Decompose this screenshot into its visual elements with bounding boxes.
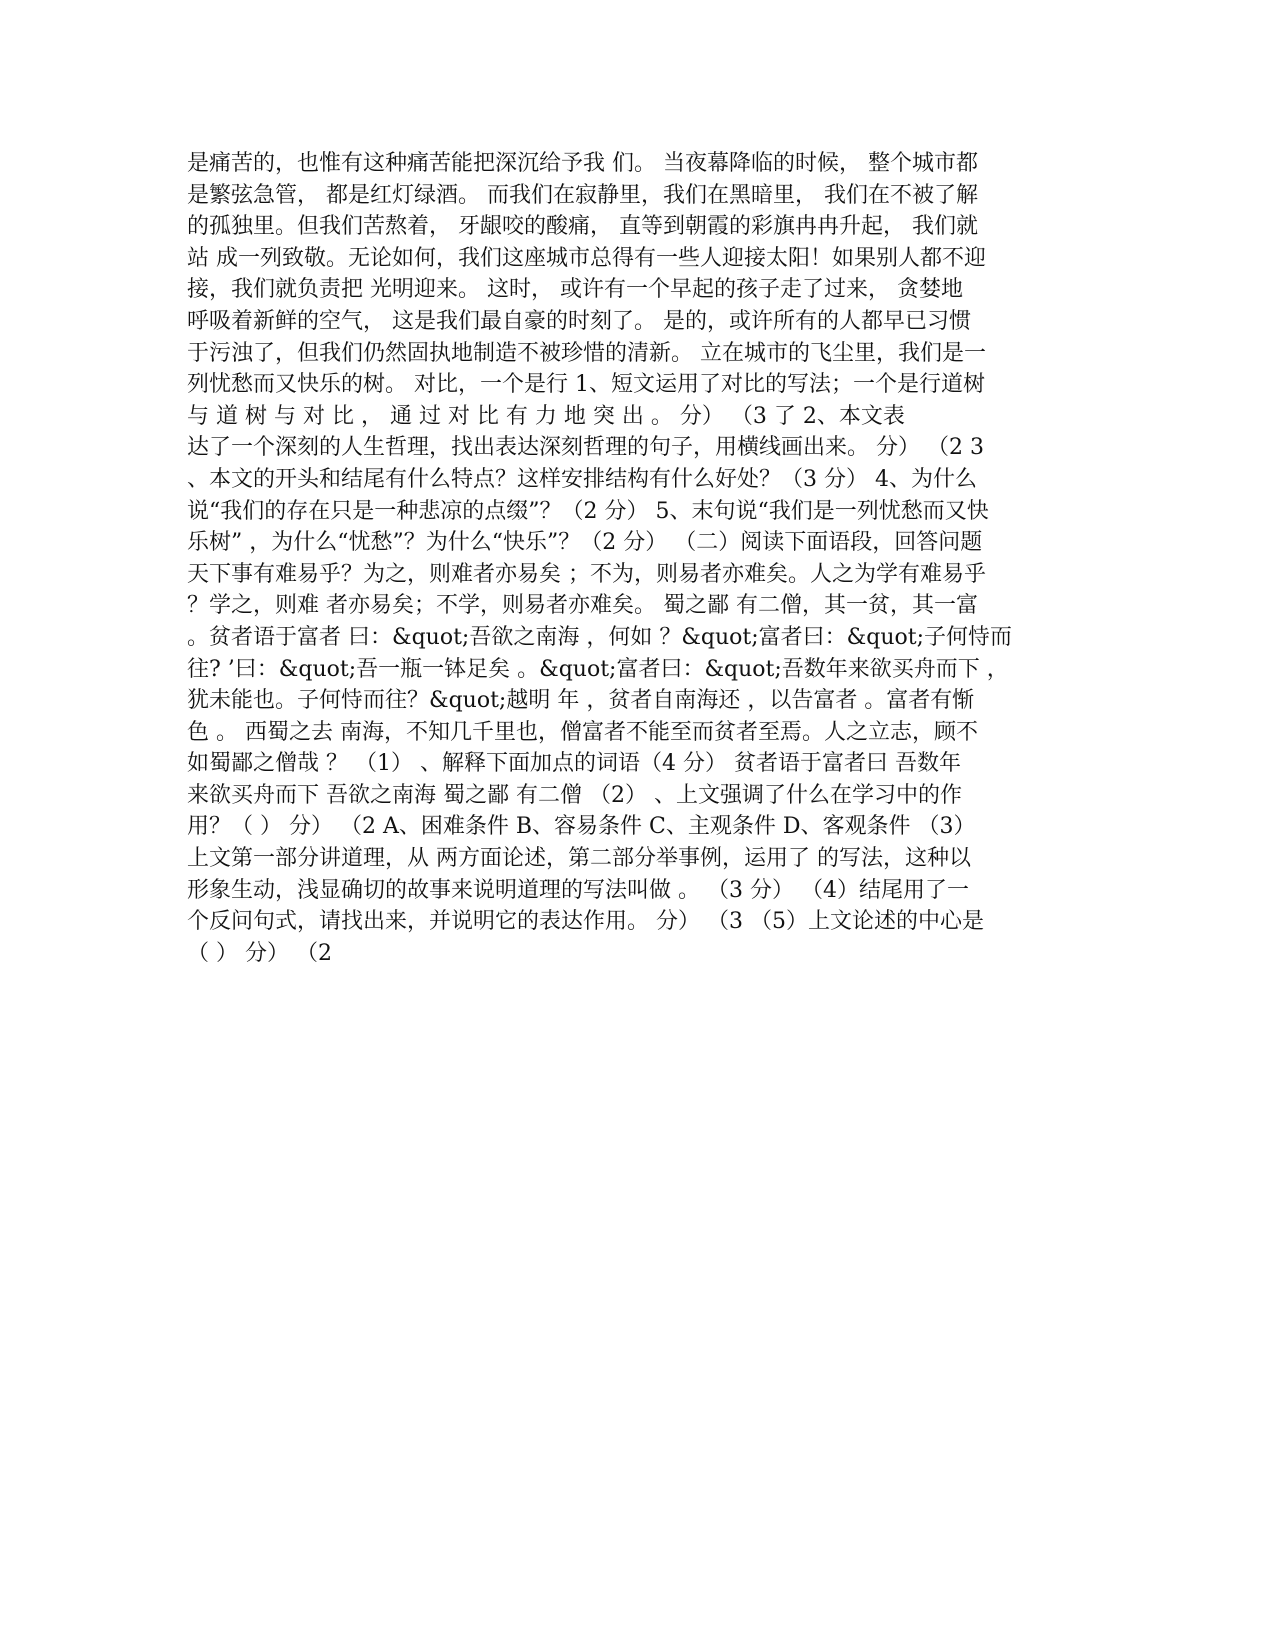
text-line: 来欲买舟而下 吾欲之南海 蜀之鄙 有二僧 （2） 、上文强调了什么在学习中的作	[187, 782, 962, 808]
text-line: 上文第一部分讲道理，从 两方面论述，第二部分举事例，运用了 的写法，这种以	[187, 846, 971, 872]
text-line: 呼吸着新鲜的空气， 这是我们最自豪的时刻了。 是的，或许所有的人都早已习惯	[187, 308, 971, 334]
document-body-text	[187, 148, 1087, 969]
text-line: 个反问句式，请找出来，并说明它的表达作用。 分） （3 （5）上文论述的中心是	[187, 909, 984, 935]
text-line: 列忧愁而又快乐的树。 对比，一个是行 1、短文运用了对比的写法；一个是行道树	[187, 372, 985, 398]
text-line: 往? ’曰：&quot;吾一瓶一钵足矣 。&quot;富者曰：&quot;吾数年来欲买舟而下 ，	[187, 656, 1009, 682]
text-line: 形象生动，浅显确切的故事来说明道理的写法叫做 。 （3 分） （4）结尾用了一	[187, 877, 969, 903]
text-line: 用？（ ） 分） （2 A、困难条件 B、容易条件 C、主观条件 D、客观条件 （3）	[187, 814, 976, 840]
text-line: ？学之，则难 者亦易矣；不学，则易者亦难矣。 蜀之鄙 有二僧，其一贫，其一富	[187, 593, 978, 619]
text-line: 天下事有难易乎？为之，则难者亦易矣 ；不为，则易者亦难矣。人之为学有难易乎	[187, 561, 986, 587]
text-line: 乐树” ，为什么“忧愁”？为什么“快乐”？（2 分） （二）阅读下面语段，回答问题	[187, 530, 983, 556]
text-line: 于污浊了，但我们仍然固执地制造不被珍惜的清新。 立在城市的飞尘里，我们是一	[187, 340, 986, 366]
text-line: 。贫者语于富者 曰：&quot;吾欲之南海 ，何如 ？&quot;富者曰：&quot;子何恃而	[187, 624, 1012, 650]
text-line: 犹未能也。子何恃而往？&quot;越明 年 ，贫者自南海还 ，以告富者 。富者有惭	[187, 688, 975, 714]
text-line: 接，我们就负责把 光明迎来。 这时， 或许有一个早起的孩子走了过来， 贪婪地	[187, 277, 963, 303]
text-line: 是繁弦急管， 都是红灯绿酒。 而我们在寂静里，我们在黑暗里， 我们在不被了解	[187, 182, 978, 208]
text-line: 是痛苦的，也惟有这种痛苦能把深沉给予我 们。 当夜幕降临的时候， 整个城市都	[187, 151, 978, 176]
text-line: 、本文的开头和结尾有什么特点？这样安排结构有什么好处？（3 分） 4、为什么	[187, 466, 977, 492]
text-line: 说“我们的存在只是一种悲凉的点缀”？（2 分） 5、末句说“我们是一列忧愁而又快	[187, 498, 989, 524]
text-line: 如蜀鄙之僧哉 ？ （1） 、解释下面加点的词语（4 分） 贫者语于富者曰 吾数年	[187, 751, 961, 777]
text-line: 的孤独里。但我们苦熬着， 牙龈咬的酸痛， 直等到朝霞的彩旗冉冉升起， 我们就	[187, 214, 978, 240]
text-line: 色 。 西蜀之去 南海，不知几千里也，僧富者不能至而贫者至焉。人之立志，顾不	[187, 719, 978, 745]
text-line: 与 道 树 与 对 比 ， 通 过 对 比 有 力 地 突 出 。 分） （3 了 2、本文表	[187, 403, 905, 429]
text-line: （ ） 分） （2	[187, 940, 332, 966]
text-line: 站 成一列致敬。无论如何，我们这座城市总得有一些人迎接太阳！如果别人都不迎	[187, 245, 986, 271]
text-line: 达了一个深刻的人生哲理，找出表达深刻哲理的句子，用横线画出来。 分） （2 3	[187, 435, 984, 461]
